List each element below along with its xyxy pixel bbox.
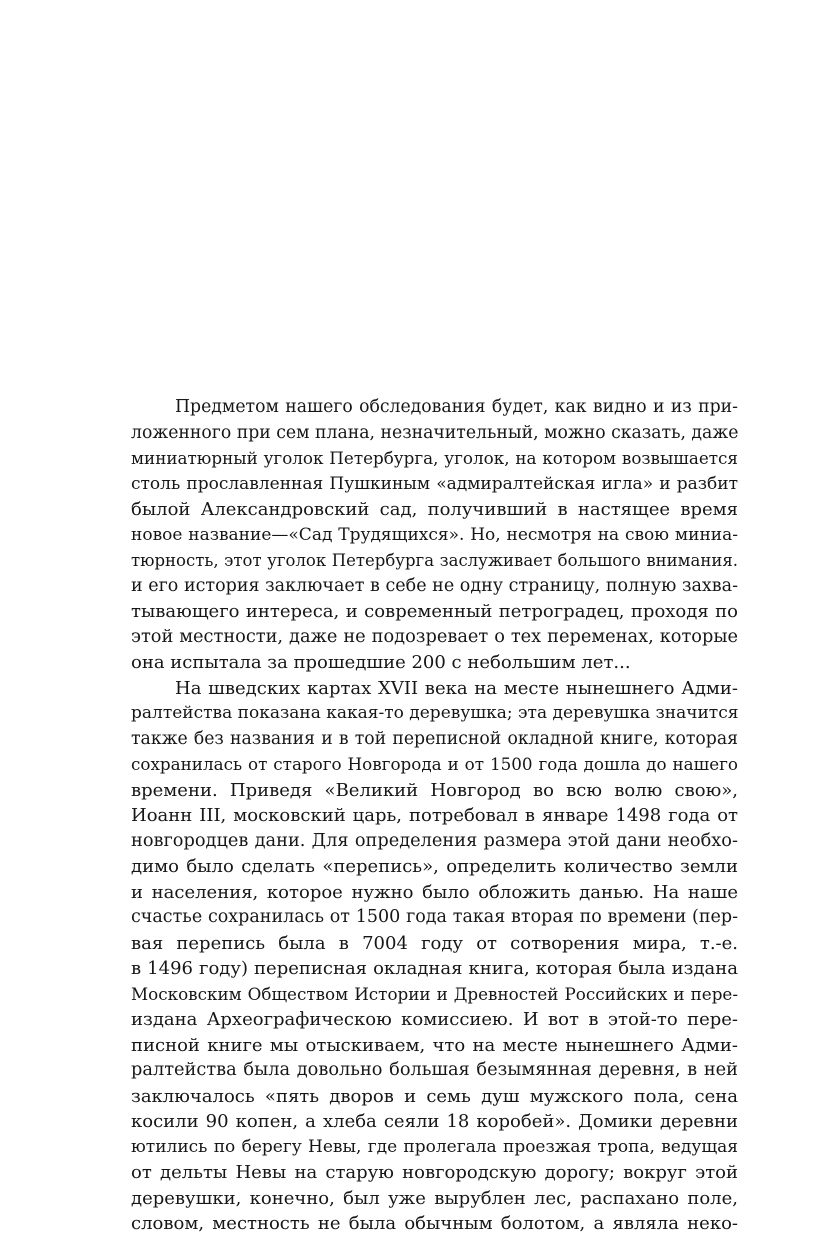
- text-line: ложенного при сем плана, незначительный, можно сказать, даже: [131, 422, 738, 443]
- text-line: ралтейства была довольно большая безымянная деревня, в ней: [131, 1060, 738, 1080]
- paragraph-1: [131, 395, 738, 676]
- text-line: вая перепись была в 7004 году от сотворения мира, т.-е.: [131, 932, 738, 954]
- text-line: счастье сохранилась от 1500 года такая вторая по времени (пер-: [131, 907, 738, 927]
- text-line: сохранилась от старого Новгорода и от 1500 года дошла до нашего: [131, 754, 738, 774]
- text-line: новое название—«Сад Трудящихся». Но, несмотря на свою миниа-: [131, 524, 738, 545]
- text-line: также без названия и в той переписной окладной книге, которая: [131, 728, 738, 749]
- body-text: [131, 395, 738, 1237]
- text-line: На шведских картах XVII века на месте нынешнего Адми-: [175, 677, 738, 699]
- text-line: она испытала за прошедшие 200 с небольшим лет...: [131, 652, 631, 673]
- text-line: этой местности, даже не подозревает о тех переменах, которые: [131, 626, 738, 647]
- text-line: писной книге мы отыскиваем, что на месте нынешнего Адми-: [131, 1034, 738, 1056]
- text-line: и его история заключает в себе не одну страницу, полную захва-: [131, 575, 738, 596]
- text-line: в 1496 году) переписная окладная книга, которая была издана: [131, 958, 738, 979]
- text-line: деревушки, конечно, был уже вырублен лес, распахано поле,: [131, 1187, 738, 1209]
- text-line: новгородцев дани. Для определения размера этой дани необхо-: [131, 830, 738, 851]
- text-line: времени. Приведя «Великий Новгород во всю волю свою»,: [131, 779, 738, 801]
- text-line: Иоанн III, московский царь, потребовал в январе 1498 года от: [131, 805, 738, 826]
- text-line: заключалось «пять дворов и семь душ мужского пола, сена: [131, 1085, 738, 1107]
- text-line: Московским Обществом Истории и Древностей Российских и пере-: [131, 983, 738, 1004]
- text-line: ютились по берегу Невы, где пролегала проезжая тропа, ведущая: [131, 1136, 738, 1157]
- text-line: от дельты Невы на старую новгородскую дорогу; вокруг этой: [131, 1162, 738, 1183]
- text-line: димо было сделать «перепись», определить количество земли: [131, 856, 738, 877]
- paragraph-2: [131, 676, 738, 1237]
- text-line: ралтейства показана какая-то деревушка; эта деревушка значится: [131, 703, 738, 723]
- text-line: столь прославленная Пушкиным «адмиралтейская игла» и разбит: [131, 473, 738, 494]
- text-line: и населения, которое нужно было обложить данью. На наше: [131, 881, 738, 903]
- text-line: словом, местность не была обычным болотом, а являла неко-: [131, 1213, 738, 1234]
- text-line: косили 90 копен, а хлеба сеяли 18 коробей». Домики деревни: [131, 1111, 738, 1132]
- text-line: издана Археографическою комиссиею. И вот в этой-то пере-: [131, 1009, 738, 1030]
- text-line: миниатюрный уголок Петербурга, уголок, на котором возвышается: [131, 448, 738, 468]
- text-line: тывающего интереса, и современный петроградец, проходя по: [131, 601, 738, 622]
- text-line: былой Александровский сад, получивший в настящее время: [131, 499, 738, 520]
- text-line: Предметом нашего обследования будет, как видно и из при-: [175, 397, 738, 417]
- text-line: тюрность, этот уголок Петербурга заслуживает большого внимания.: [131, 551, 738, 570]
